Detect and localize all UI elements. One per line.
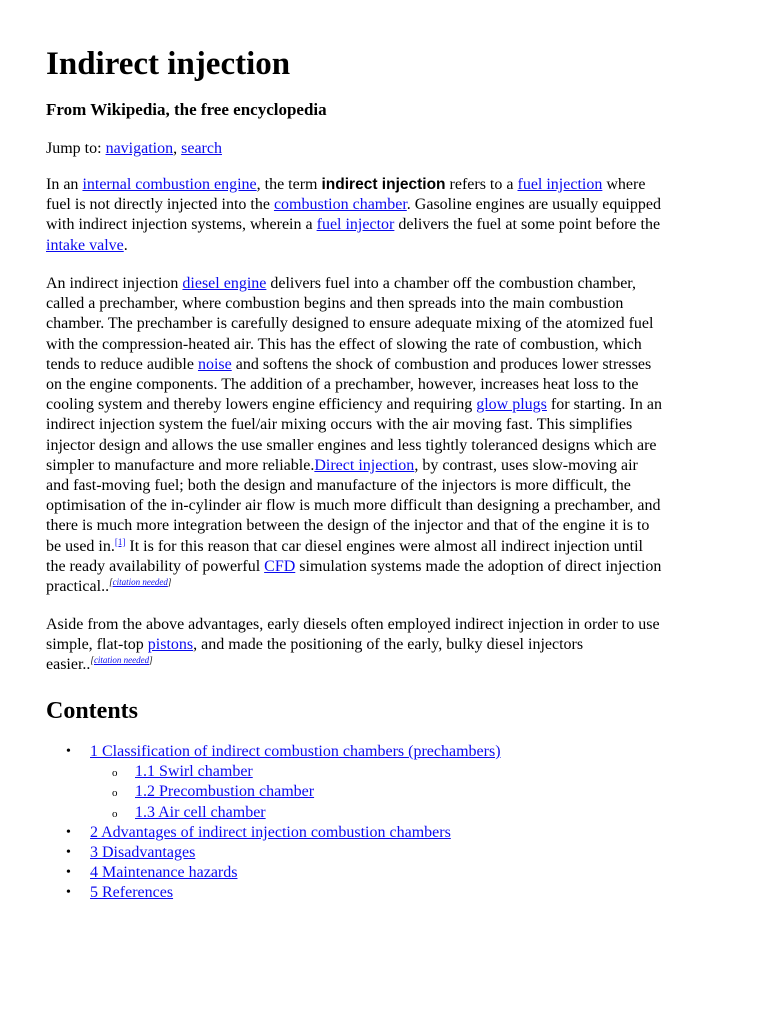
toc-item: [46, 843, 501, 863]
internal-combustion-engine-link[interactable]: internal combustion engine: [82, 176, 257, 193]
toc-link-disadvantages[interactable]: 3 Disadvantages: [90, 844, 196, 862]
citation-needed: [90, 655, 152, 665]
circle-bullet-icon: o: [112, 787, 118, 800]
bullet-icon: •: [66, 865, 71, 881]
toc-item: [46, 823, 501, 843]
toc-link-precombustion-chamber[interactable]: 1.2 Precombustion chamber: [135, 783, 315, 801]
fuel-injection-link[interactable]: fuel injection: [517, 176, 603, 193]
toc-link-swirl-chamber[interactable]: 1.1 Swirl chamber: [135, 763, 253, 781]
text: tends to reduce audible: [46, 355, 198, 373]
toc-link-references[interactable]: 5 References: [90, 884, 174, 902]
combustion-chamber-link[interactable]: combustion chamber: [273, 196, 407, 214]
diesel-line-5: [46, 355, 730, 375]
advantages-line-2: [46, 635, 730, 655]
text: . Gasoline engines are usually equipped: [406, 196, 661, 214]
text: refers to a: [445, 176, 518, 193]
toc-link-maintenance-hazards[interactable]: 4 Maintenance hazards: [90, 864, 238, 882]
toc-link-classification[interactable]: 1 Classification of indirect combustion chambers (prechambers): [90, 743, 501, 760]
diesel-line-8: indirect injection system the fuel/air mixing occurs with the air moving fast. This simplifies: [46, 416, 633, 434]
text: delivers fuel into a chamber off the combustion chamber,: [266, 275, 636, 292]
text: delivers the fuel at some point before the: [394, 216, 661, 234]
text: simulation systems made the adoption of direct injection: [295, 557, 662, 575]
bracket: ]: [167, 577, 172, 588]
text: easier..: [46, 656, 91, 674]
citation-needed-link[interactable]: citation needed: [112, 577, 168, 588]
text: and softens the shock of combustion and produces lower stresses: [231, 355, 652, 373]
glow-plugs-link[interactable]: glow plugs: [476, 396, 547, 414]
advantages-line-1: Aside from the above advantages, early diesels often employed indirect injection in order to use: [46, 616, 660, 633]
cfd-link[interactable]: CFD: [264, 557, 296, 575]
toc-link-advantages[interactable]: 2 Advantages of indirect injection combustion chambers: [90, 823, 451, 841]
diesel-line-11: and fast-moving fuel; both the design and manufacture of the injectors is more difficult, the: [46, 477, 631, 495]
diesel-line-9: injector design and allows the use smaller engines and less tightly toleranced designs which are: [46, 436, 657, 454]
text: , and made the positioning of the early, bulky diesel injectors: [193, 636, 584, 654]
bullet-icon: •: [66, 824, 71, 840]
diesel-line-13: there is much more integration between the design of the injector and that of the engine it is to: [46, 517, 650, 535]
diesel-paragraph: [46, 274, 730, 597]
text: with indirect injection systems, wherein a: [46, 216, 317, 234]
bullet-icon: •: [66, 845, 71, 861]
noise-link[interactable]: noise: [197, 355, 232, 373]
toc-item: [46, 742, 501, 762]
text: cooling system and thereby lowers engine efficiency and requiring: [46, 396, 477, 414]
table-of-contents: [46, 742, 501, 904]
toc-subitem: [46, 762, 501, 782]
page-title: Indirect injection: [46, 46, 291, 82]
jump-separator: ,: [173, 140, 182, 157]
bracket: [: [109, 577, 113, 588]
text: An indirect injection: [46, 275, 183, 292]
page-subtitle: From Wikipedia, the free encyclopedia: [46, 100, 327, 119]
intake-valve-link[interactable]: intake valve: [46, 236, 124, 254]
diesel-line-16: [46, 577, 730, 597]
intro-line-4: [46, 236, 730, 256]
intro-line-2: [46, 195, 730, 215]
text: the ready availability of powerful: [46, 557, 265, 575]
diesel-line-6: on the engine components. The addition of a prechamber, however, increases heat loss to the: [46, 376, 639, 394]
diesel-line-10: [46, 456, 730, 476]
jump-to-links: [46, 138, 222, 160]
text: In an: [46, 176, 83, 193]
circle-bullet-icon: o: [112, 807, 118, 820]
text: be used in.: [46, 537, 115, 555]
jump-prefix: Jump to:: [46, 140, 106, 157]
bracket: [: [90, 655, 94, 666]
diesel-line-7: [46, 395, 730, 415]
diesel-line-12: optimisation of the in-cylinder air flow is much more difficult than designing a prechamber, and: [46, 497, 661, 515]
text: , by contrast, uses slow-moving air: [414, 456, 638, 474]
intro-paragraph: [46, 175, 730, 256]
circle-bullet-icon: o: [112, 767, 118, 780]
text: for starting. In an: [546, 396, 662, 414]
advantages-line-3: [46, 655, 730, 675]
text: simple, flat-top: [46, 636, 148, 654]
toc-subitem: [46, 782, 501, 802]
intro-line-1: [46, 175, 730, 195]
diesel-line-4: with the compression-heated air. This has the effect of slowing the rate of combustion, which: [46, 335, 642, 353]
intro-line-3: [46, 215, 730, 235]
jump-search-link[interactable]: search: [181, 140, 222, 157]
citation-needed: [109, 577, 171, 587]
diesel-line-1: [46, 274, 730, 294]
contents-heading: Contents: [46, 698, 139, 724]
bullet-icon: •: [66, 744, 71, 759]
citation-needed-link[interactable]: citation needed: [93, 655, 150, 666]
toc-subitem: [46, 803, 501, 823]
text: fuel is not directly injected into the: [46, 196, 274, 214]
reference-1-link[interactable]: [1]: [114, 536, 126, 547]
fuel-injector-link[interactable]: fuel injector: [316, 216, 395, 234]
bracket: ]: [149, 655, 153, 666]
text: , the term: [256, 176, 322, 193]
diesel-line-15: [46, 557, 730, 577]
diesel-engine-link[interactable]: diesel engine: [182, 275, 267, 292]
text: practical..: [46, 578, 110, 596]
text: .: [123, 236, 128, 254]
diesel-line-2: called a prechamber, where combustion begins and then spreads into the main combustion: [46, 295, 624, 313]
text: simpler to manufacture and more reliable.: [46, 456, 315, 474]
direct-injection-link[interactable]: Direct injection: [314, 456, 415, 474]
diesel-line-14: [46, 537, 730, 557]
toc-item: [46, 863, 501, 883]
toc-item: [46, 883, 501, 903]
text: where: [602, 176, 646, 193]
bullet-icon: •: [66, 885, 71, 901]
bold-term: indirect injection: [321, 176, 446, 193]
diesel-line-3: chamber. The prechamber is carefully designed to ensure adequate mixing of the atomized fuel: [46, 315, 654, 333]
toc-link-air-cell-chamber[interactable]: 1.3 Air cell chamber: [135, 803, 266, 821]
jump-navigation-link[interactable]: navigation: [105, 140, 174, 157]
text: It is for this reason that car diesel engines were almost all indirect injection until: [125, 537, 643, 555]
advantages-paragraph: [46, 615, 730, 676]
pistons-link[interactable]: pistons: [147, 636, 194, 654]
